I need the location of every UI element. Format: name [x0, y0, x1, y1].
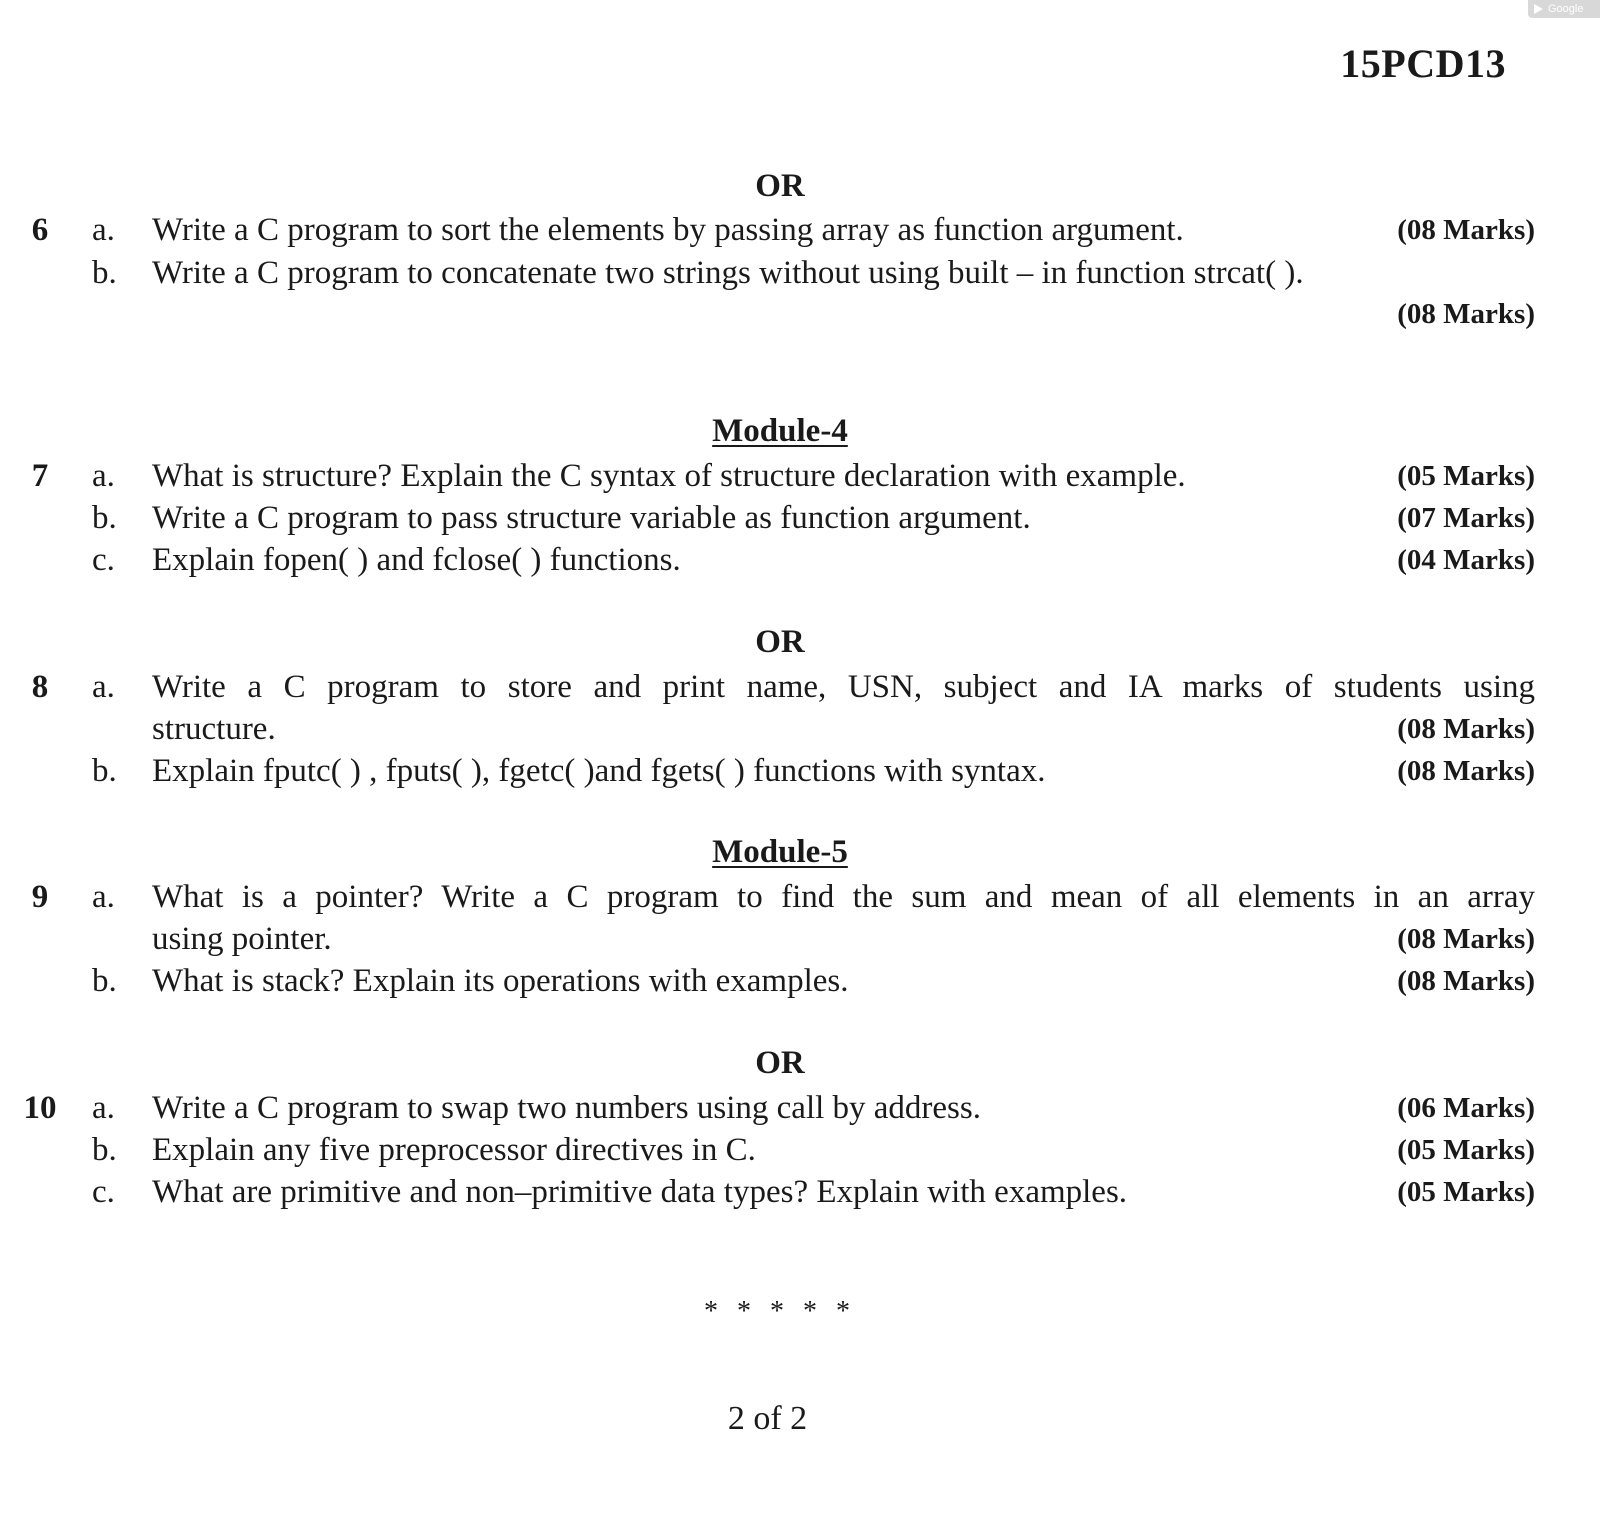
- sub-label: b.: [92, 753, 117, 789]
- marks: (05 Marks): [1397, 1176, 1535, 1208]
- sub-label: b.: [92, 255, 117, 291]
- marks: (04 Marks): [1397, 544, 1535, 576]
- question-text: Write a C program to pass structure variable as function argument.: [152, 500, 1031, 536]
- question-9a: [0, 877, 1600, 917]
- question-6a: [0, 210, 1600, 250]
- or-heading: OR: [755, 1045, 805, 1081]
- module-5-heading: Module-5: [712, 834, 848, 870]
- sub-label: a.: [92, 212, 115, 248]
- question-6b: [0, 253, 1600, 293]
- question-7b: [0, 498, 1600, 538]
- marks: (08 Marks): [1397, 713, 1535, 745]
- question-text: Explain any five preprocessor directives in C.: [152, 1132, 756, 1168]
- question-text: Write a C program to store and print name, USN, subject and IA marks of students using: [152, 669, 1535, 705]
- sub-label: b.: [92, 1132, 117, 1168]
- marks: (06 Marks): [1397, 1092, 1535, 1124]
- question-9a-continued: [0, 919, 1600, 959]
- or-heading: OR: [755, 624, 805, 660]
- marks: (08 Marks): [1397, 923, 1535, 955]
- question-10a: [0, 1088, 1600, 1128]
- page-number: 2 of 2: [727, 1400, 808, 1437]
- question-8a: [0, 667, 1600, 707]
- question-text-continued: using pointer.: [152, 921, 332, 957]
- question-number: 10: [23, 1090, 57, 1126]
- question-9b: [0, 961, 1600, 1001]
- badge-label: Google: [1548, 3, 1584, 15]
- question-text: Explain fopen( ) and fclose( ) functions.: [152, 542, 681, 578]
- course-code: 15PCD13: [1340, 41, 1506, 86]
- marks: (08 Marks): [1397, 214, 1535, 246]
- question-10b: [0, 1130, 1600, 1170]
- marks: (08 Marks): [1397, 755, 1535, 787]
- question-7c: [0, 540, 1600, 580]
- question-text: What is stack? Explain its operations with examples.: [152, 963, 849, 999]
- question-text: What is a pointer? Write a C program to find the sum and mean of all elements in an array: [152, 879, 1535, 915]
- question-10c: [0, 1172, 1600, 1212]
- google-play-badge: [1528, 0, 1600, 18]
- question-number: 7: [31, 458, 49, 494]
- marks: (08 Marks): [1397, 965, 1535, 997]
- question-8b: [0, 751, 1600, 791]
- play-icon: [1534, 4, 1543, 14]
- sub-label: a.: [92, 458, 115, 494]
- question-number: 9: [31, 879, 49, 915]
- question-text: Write a C program to sort the elements by passing array as function argument.: [152, 212, 1184, 248]
- marks: (07 Marks): [1397, 502, 1535, 534]
- sub-label: c.: [92, 1174, 115, 1210]
- question-6b-marks-row: [0, 294, 1600, 334]
- question-number: 6: [31, 212, 49, 248]
- question-text: Write a C program to swap two numbers using call by address.: [152, 1090, 981, 1126]
- marks: (05 Marks): [1397, 1134, 1535, 1166]
- module-4-heading: Module-4: [712, 413, 848, 449]
- question-text-continued: structure.: [152, 711, 276, 747]
- sub-label: a.: [92, 879, 115, 915]
- question-7a: [0, 456, 1600, 496]
- sub-label: a.: [92, 669, 115, 705]
- question-text: Write a C program to concatenate two strings without using built – in function strcat( ).: [152, 255, 1304, 291]
- sub-label: b.: [92, 500, 117, 536]
- sub-label: a.: [92, 1090, 115, 1126]
- question-number: 8: [31, 669, 49, 705]
- marks: (05 Marks): [1397, 460, 1535, 492]
- sub-label: b.: [92, 963, 117, 999]
- question-text: What is structure? Explain the C syntax of structure declaration with example.: [152, 458, 1186, 494]
- sub-label: c.: [92, 542, 115, 578]
- marks: (08 Marks): [1397, 298, 1535, 330]
- end-of-paper-stars: * * * * *: [704, 1296, 856, 1327]
- question-text: Explain fputc( ) , fputs( ), fgetc( )and fgets( ) functions with syntax.: [152, 753, 1046, 789]
- question-8a-continued: [0, 709, 1600, 749]
- or-heading: OR: [755, 168, 805, 204]
- question-text: What are primitive and non–primitive data types? Explain with examples.: [152, 1174, 1128, 1210]
